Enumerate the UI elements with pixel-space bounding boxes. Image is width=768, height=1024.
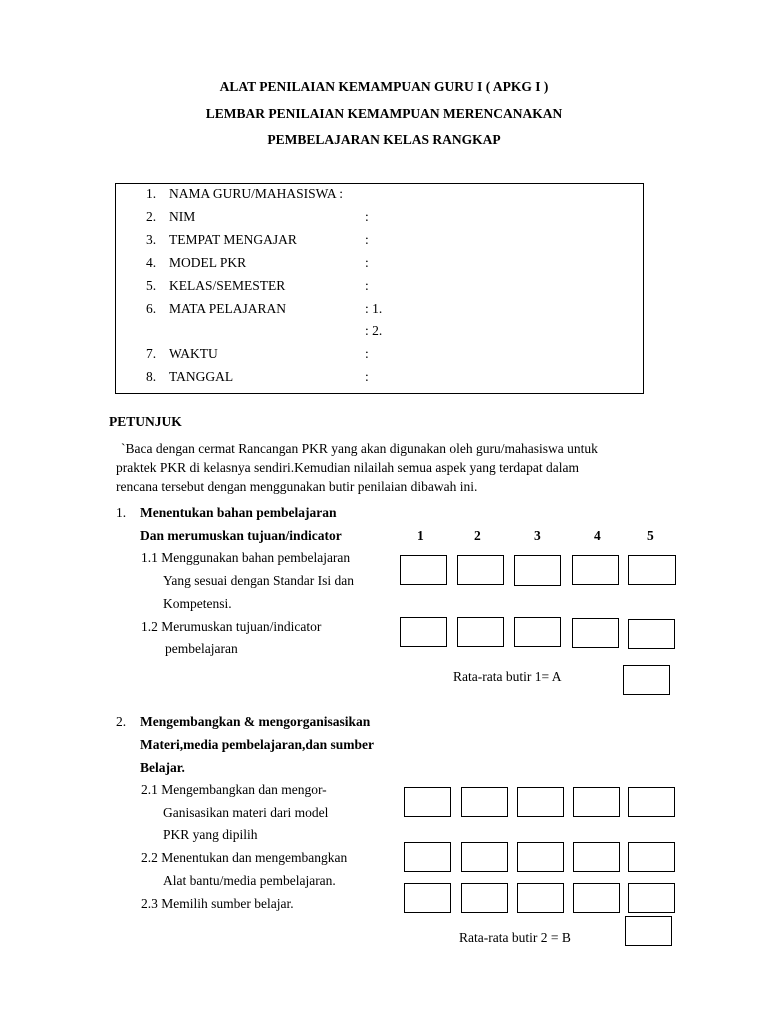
- identity-row-number: 2.: [146, 209, 157, 224]
- average-1-box[interactable]: [623, 665, 670, 695]
- score-box-2-1-1[interactable]: [404, 787, 451, 817]
- identity-row: [116, 255, 643, 275]
- section-1-title-line-1: Menentukan bahan pembelajaran: [140, 505, 337, 520]
- score-box-1-2-3[interactable]: [514, 617, 561, 647]
- identity-row: [116, 301, 643, 321]
- score-box-2-2-3[interactable]: [517, 842, 564, 872]
- identity-row-label: TEMPAT MENGAJAR: [169, 232, 297, 247]
- section-2-title-line-2: Materi,media pembelajaran,dan sumber: [140, 737, 374, 752]
- identity-row-number: 7.: [146, 346, 157, 361]
- instructions-line-2: praktek PKR di kelasnya sendiri.Kemudian nilailah semua aspek yang terdapat dalam: [116, 460, 579, 475]
- score-box-2-1-3[interactable]: [517, 787, 564, 817]
- identity-row-value[interactable]: :: [365, 346, 369, 361]
- scale-2: 2: [474, 528, 481, 543]
- average-1-label: Rata-rata butir 1= A: [453, 669, 562, 684]
- identity-row-label: NAMA GURU/MAHASISWA :: [169, 186, 344, 201]
- identity-row-label: KELAS/SEMESTER: [169, 278, 286, 293]
- identity-row-label: MODEL PKR: [169, 255, 247, 270]
- identity-row: [116, 186, 643, 206]
- average-2-label: Rata-rata butir 2 = B: [459, 930, 571, 945]
- identity-row: [116, 278, 643, 298]
- section-2-title-line-3: Belajar.: [140, 760, 185, 775]
- score-box-1-1-4[interactable]: [572, 555, 619, 585]
- score-box-2-1-2[interactable]: [461, 787, 508, 817]
- score-box-1-2-2[interactable]: [457, 617, 504, 647]
- identity-row-label: NIM: [169, 209, 196, 224]
- identity-row-number: 5.: [146, 278, 157, 293]
- item-1-2-line-1: 1.2 Merumuskan tujuan/indicator: [141, 619, 322, 634]
- score-box-1-2-4[interactable]: [572, 618, 619, 648]
- average-2-box[interactable]: [625, 916, 672, 946]
- score-box-1-1-1[interactable]: [400, 555, 447, 585]
- score-box-2-2-5[interactable]: [628, 842, 675, 872]
- score-box-1-2-5[interactable]: [628, 619, 675, 649]
- identity-row-number: 8.: [146, 369, 157, 384]
- identity-box: [115, 183, 644, 394]
- section-2-number: 2.: [116, 714, 127, 729]
- section-2-title-line-1: Mengembangkan & mengorganisasikan: [140, 714, 371, 729]
- score-box-2-2-2[interactable]: [461, 842, 508, 872]
- identity-row: [116, 369, 643, 389]
- item-2-1-line-1: 2.1 Mengembangkan dan mengor-: [141, 782, 327, 797]
- item-2-1-line-3: PKR yang dipilih: [163, 827, 258, 842]
- score-box-1-1-5[interactable]: [628, 555, 676, 585]
- score-box-2-3-2[interactable]: [461, 883, 508, 913]
- score-box-1-1-3[interactable]: [514, 555, 561, 586]
- identity-row-number: 1.: [146, 186, 157, 201]
- scale-3: 3: [534, 528, 541, 543]
- item-2-3-line-1: 2.3 Memilih sumber belajar.: [141, 896, 294, 911]
- identity-row-number: 6.: [146, 301, 157, 316]
- identity-row-value[interactable]: :: [365, 278, 369, 293]
- score-box-1-2-1[interactable]: [400, 617, 447, 647]
- title-line-2: LEMBAR PENILAIAN KEMAMPUAN MERENCANAKAN: [205, 106, 563, 121]
- scale-1: 1: [417, 528, 424, 543]
- item-2-1-line-2: Ganisasikan materi dari model: [163, 805, 329, 820]
- score-box-2-1-4[interactable]: [573, 787, 620, 817]
- title-line-3: PEMBELAJARAN KELAS RANGKAP: [267, 132, 501, 147]
- score-box-2-3-5[interactable]: [628, 883, 675, 913]
- identity-row: [116, 323, 643, 343]
- instructions-line-3: rencana tersebut dengan menggunakan butir penilaian dibawah ini.: [116, 479, 478, 494]
- identity-row-number: 3.: [146, 232, 157, 247]
- instructions-heading: PETUNJUK: [109, 414, 182, 429]
- scale-4: 4: [594, 528, 601, 543]
- identity-row: [116, 232, 643, 252]
- identity-row-label: TANGGAL: [169, 369, 234, 384]
- identity-row-value[interactable]: :: [365, 255, 369, 270]
- score-box-2-2-1[interactable]: [404, 842, 451, 872]
- identity-row-value[interactable]: : 1.: [365, 301, 383, 316]
- item-2-2-line-1: 2.2 Menentukan dan mengembangkan: [141, 850, 348, 865]
- identity-row: [116, 346, 643, 366]
- instructions-line-1: `Baca dengan cermat Rancangan PKR yang akan digunakan oleh guru/mahasiswa untuk: [121, 441, 598, 456]
- scale-5: 5: [647, 528, 654, 543]
- score-box-1-1-2[interactable]: [457, 555, 504, 585]
- score-box-2-3-4[interactable]: [573, 883, 620, 913]
- title-line-1: ALAT PENILAIAN KEMAMPUAN GURU I ( APKG I ): [219, 79, 549, 94]
- identity-row-label: MATA PELAJARAN: [169, 301, 287, 316]
- item-2-2-line-2: Alat bantu/media pembelajaran.: [163, 873, 336, 888]
- identity-row-number: 4.: [146, 255, 157, 270]
- score-box-2-3-3[interactable]: [517, 883, 564, 913]
- identity-row-value[interactable]: :: [365, 369, 369, 384]
- section-1-title-line-2: Dan merumuskan tujuan/indicator: [140, 528, 342, 543]
- identity-row-value[interactable]: :: [365, 232, 369, 247]
- item-1-2-line-2: pembelajaran: [165, 641, 238, 656]
- score-box-2-1-5[interactable]: [628, 787, 675, 817]
- item-1-1-line-3: Kompetensi.: [163, 596, 232, 611]
- item-1-1-line-1: 1.1 Menggunakan bahan pembelajaran: [141, 550, 351, 565]
- identity-row: [116, 209, 643, 229]
- score-box-2-3-1[interactable]: [404, 883, 451, 913]
- identity-row-label: WAKTU: [169, 346, 218, 361]
- identity-row-value[interactable]: : 2.: [365, 323, 383, 338]
- item-1-1-line-2: Yang sesuai dengan Standar Isi dan: [163, 573, 354, 588]
- section-1-number: 1.: [116, 505, 127, 520]
- identity-row-value[interactable]: :: [365, 209, 369, 224]
- score-box-2-2-4[interactable]: [573, 842, 620, 872]
